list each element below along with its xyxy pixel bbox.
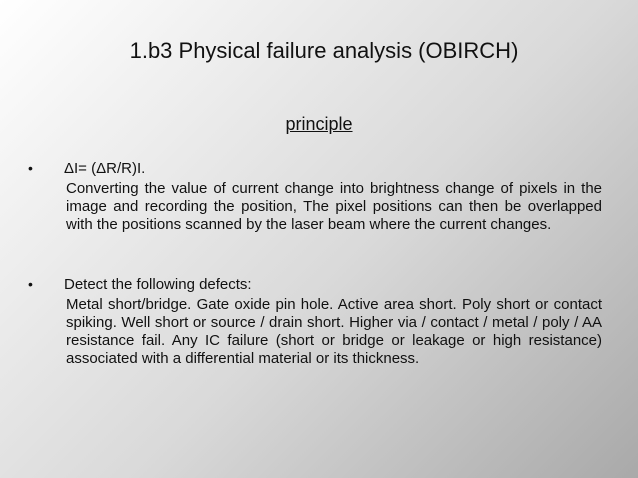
bullet-defects <box>28 275 602 368</box>
slide-title: 1.b3 Physical failure analysis (OBIRCH) <box>129 38 519 63</box>
bullet-heading: ΔI= (ΔR/R)I. <box>64 160 146 177</box>
bullet-line <box>28 275 602 294</box>
bullet-heading: Detect the following defects: <box>64 276 252 293</box>
bullet-marker: • <box>28 276 33 292</box>
bullet-body: Converting the value of current change into brightness change of pixels in the image and recording the position, The pixel positions can then be overlapped with the positions scanned by the laser beam where the current changes. <box>66 180 602 233</box>
slide-subtitle: principle <box>285 114 353 134</box>
bullet-marker: • <box>28 160 33 176</box>
bullet-body: Metal short/bridge. Gate oxide pin hole. Active area short. Poly short or contact spiking. Well short or source / drain short. Higher via / contact / metal / poly / AA resistance fail. Any IC failure (short or bridge or leakage or high resistance) associated with a differential material or its thickness. <box>66 296 602 367</box>
bullet-formula <box>28 159 602 234</box>
bullet-line <box>28 159 602 178</box>
